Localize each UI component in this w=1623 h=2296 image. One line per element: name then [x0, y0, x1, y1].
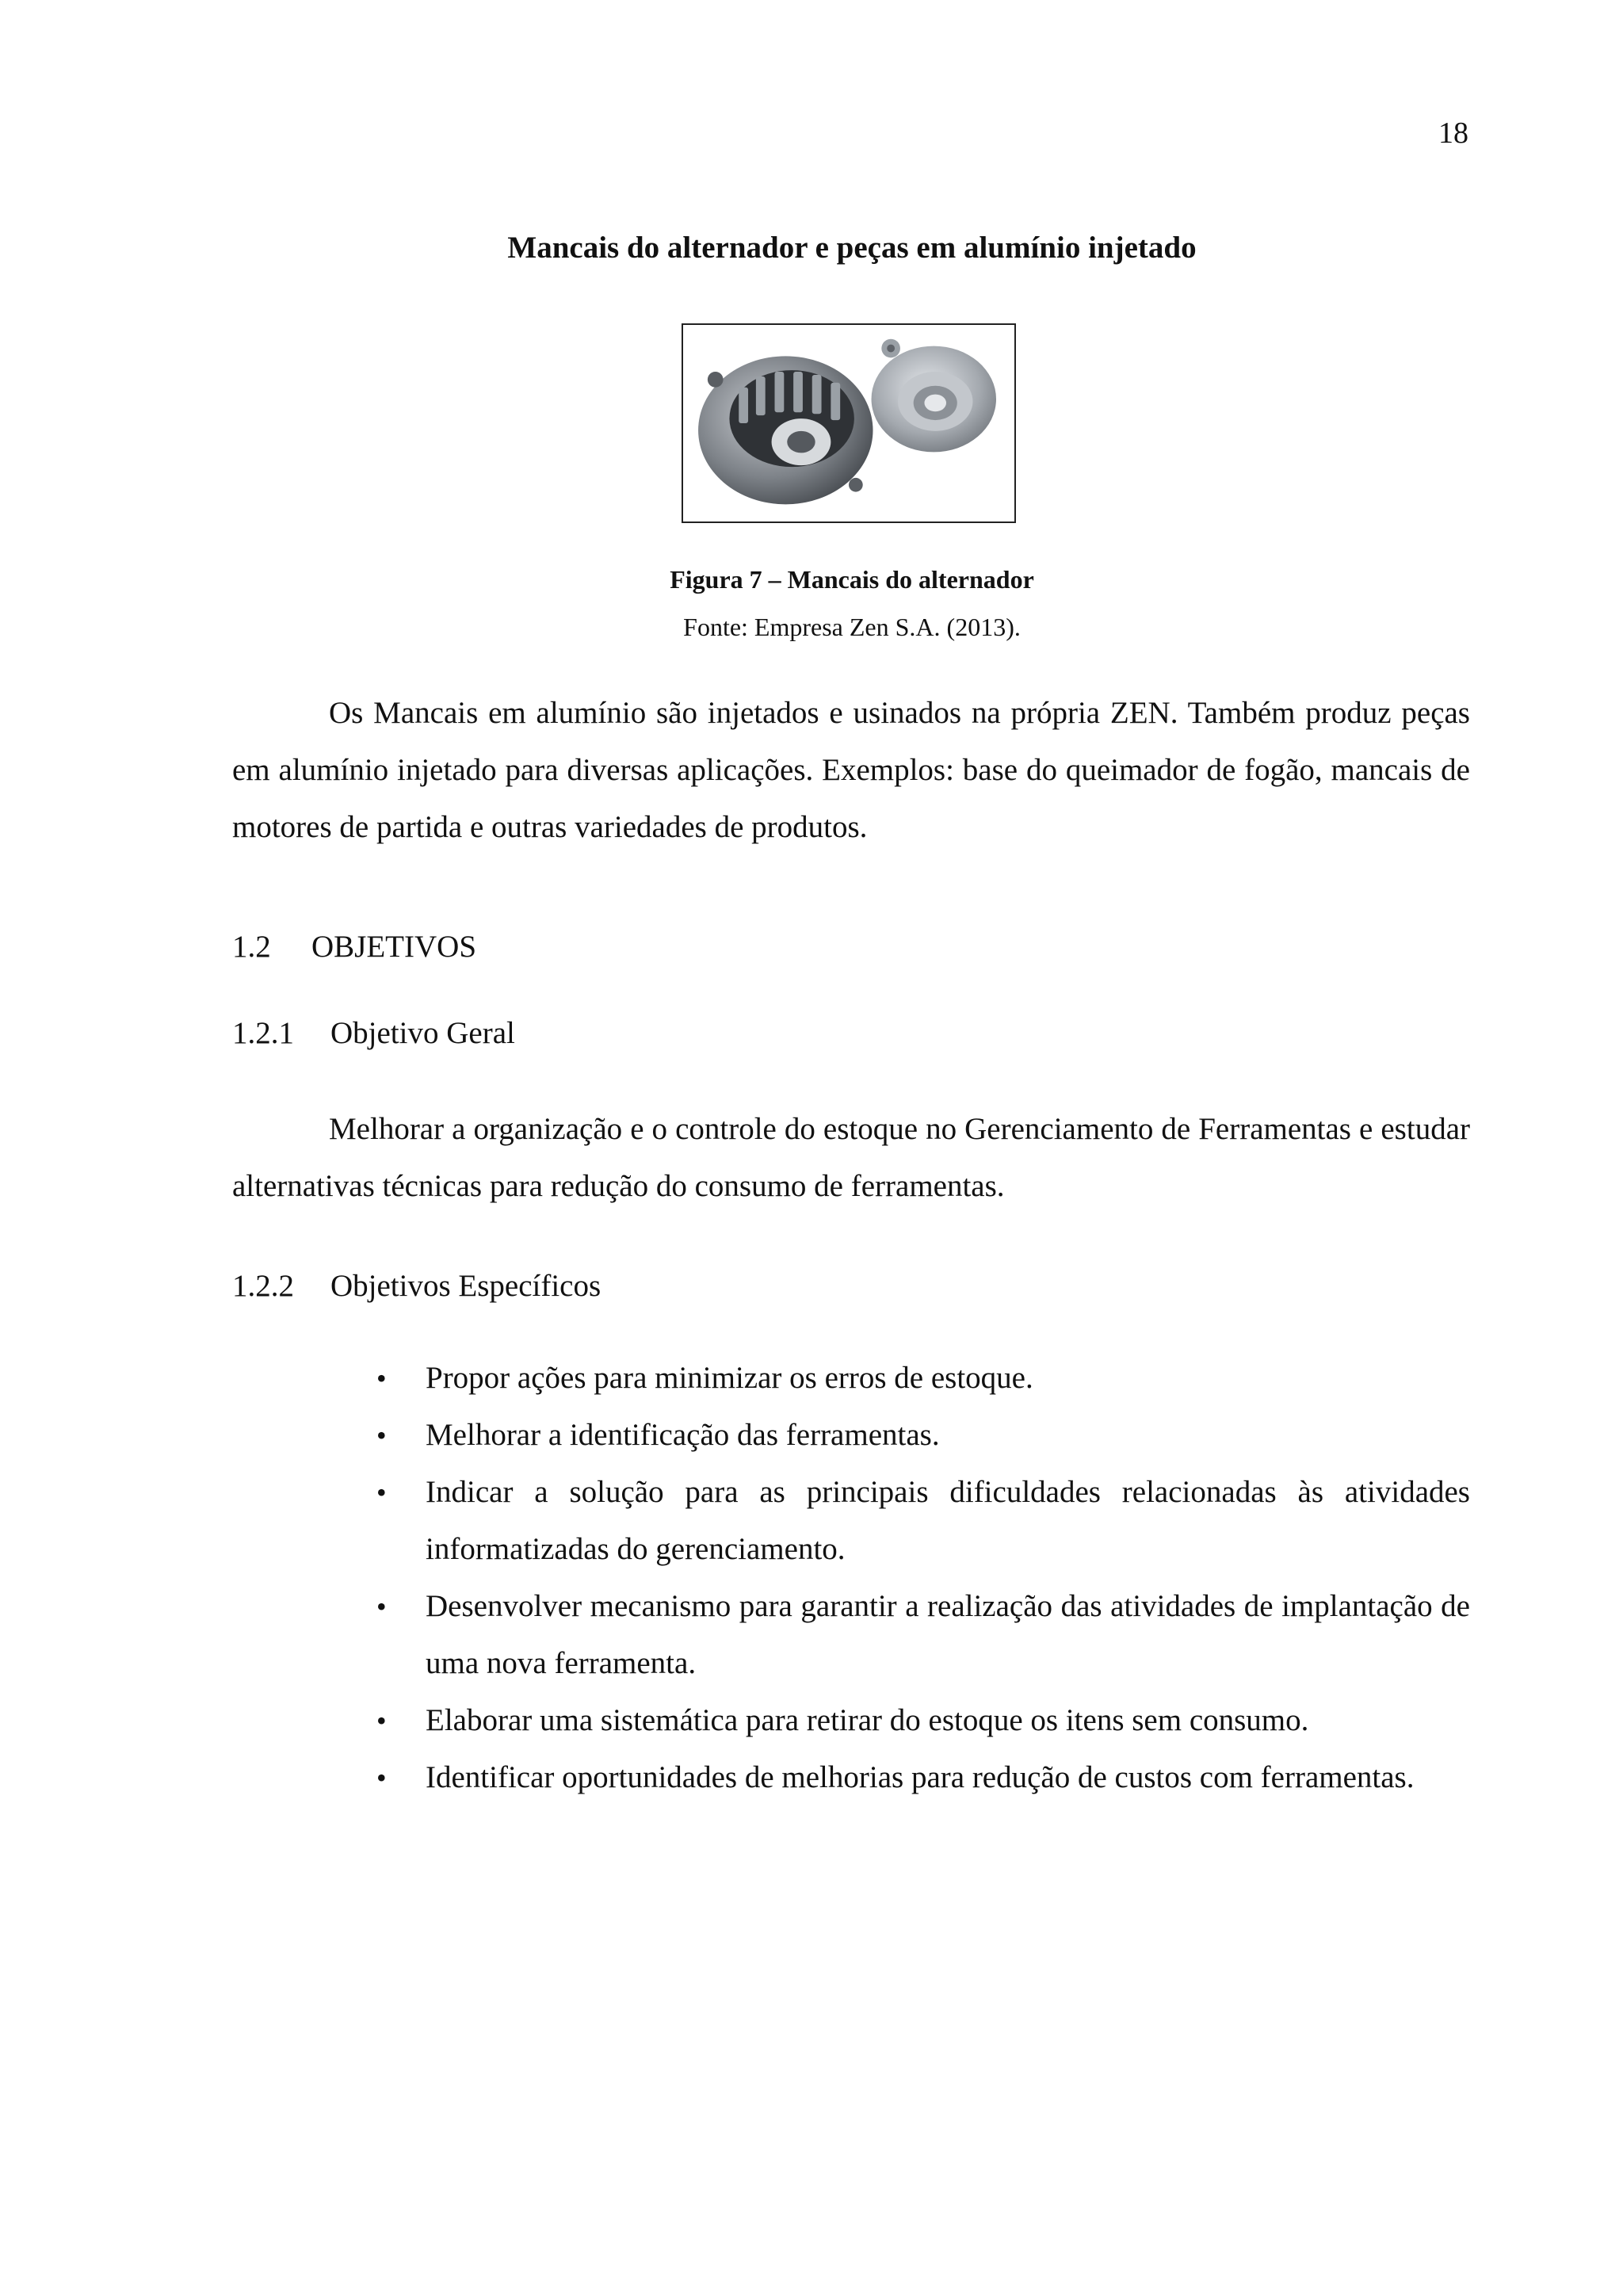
section-title: Mancais do alternador e peças em alumínio injetado	[507, 231, 1197, 265]
list-item-text: Melhorar a identificação das ferramentas.	[426, 1418, 940, 1452]
paragraph-objetivo-geral-text: Melhorar a organização e o controle do estoque no Gerenciamento de Ferramentas e estudar alternativas técnicas para redução do consumo de ferramentas.	[232, 1112, 1470, 1203]
heading-objetivos-especificos	[232, 1268, 601, 1304]
list-item-text: Propor ações para minimizar os erros de estoque.	[426, 1361, 1033, 1395]
list-item-text: Desenvolver mecanismo para garantir a realização das atividades de implantação de uma nova ferramenta.	[426, 1589, 1470, 1680]
figure-source: Fonte: Empresa Zen S.A. (2013).	[683, 613, 1021, 641]
heading-objetivos	[232, 929, 476, 965]
list-item-text: Elaborar uma sistemática para retirar do estoque os itens sem consumo.	[426, 1703, 1309, 1737]
list-item	[376, 1692, 1470, 1749]
heading-number: 1.2.1	[232, 1016, 294, 1050]
heading-title: Objetivos Específicos	[330, 1269, 601, 1303]
heading-objetivo-geral	[232, 1015, 515, 1051]
heading-title: Objetivo Geral	[330, 1016, 515, 1050]
bullet-icon: •	[376, 1762, 387, 1794]
paragraph-mancais	[232, 685, 1470, 856]
list-item-text: Identificar oportunidades de melhorias para redução de custos com ferramentas.	[426, 1760, 1415, 1794]
specific-objectives-list	[376, 1350, 1470, 1806]
figure-image	[682, 323, 1016, 523]
bullet-icon: •	[376, 1477, 387, 1508]
bullet-icon: •	[376, 1419, 387, 1451]
bullet-icon: •	[376, 1591, 387, 1622]
list-item-text: Indicar a solução para as principais dificuldades relacionadas às atividades informatizadas do gerenciamento.	[426, 1475, 1470, 1566]
bullet-icon: •	[376, 1362, 387, 1394]
list-item	[376, 1749, 1470, 1806]
figure-caption: Figura 7 – Mancais do alternador	[670, 565, 1034, 594]
heading-number: 1.2	[232, 930, 271, 964]
heading-title: OBJETIVOS	[311, 930, 477, 964]
bullet-icon: •	[376, 1705, 387, 1736]
page-number: 18	[1438, 117, 1468, 150]
paragraph-mancais-text: Os Mancais em alumínio são injetados e usinados na própria ZEN. Também produz peças em alumínio injetado para diversas aplicações. Exemplos: base do queimador de fogão, mancais de motores de partida e outras variedades de produtos.	[232, 696, 1470, 844]
list-item	[376, 1578, 1470, 1692]
list-item	[376, 1350, 1470, 1407]
paragraph-objetivo-geral	[232, 1101, 1470, 1215]
list-item	[376, 1464, 1470, 1578]
list-item	[376, 1407, 1470, 1464]
heading-number: 1.2.2	[232, 1269, 294, 1303]
alternator-bearings-illustration	[683, 325, 1014, 521]
